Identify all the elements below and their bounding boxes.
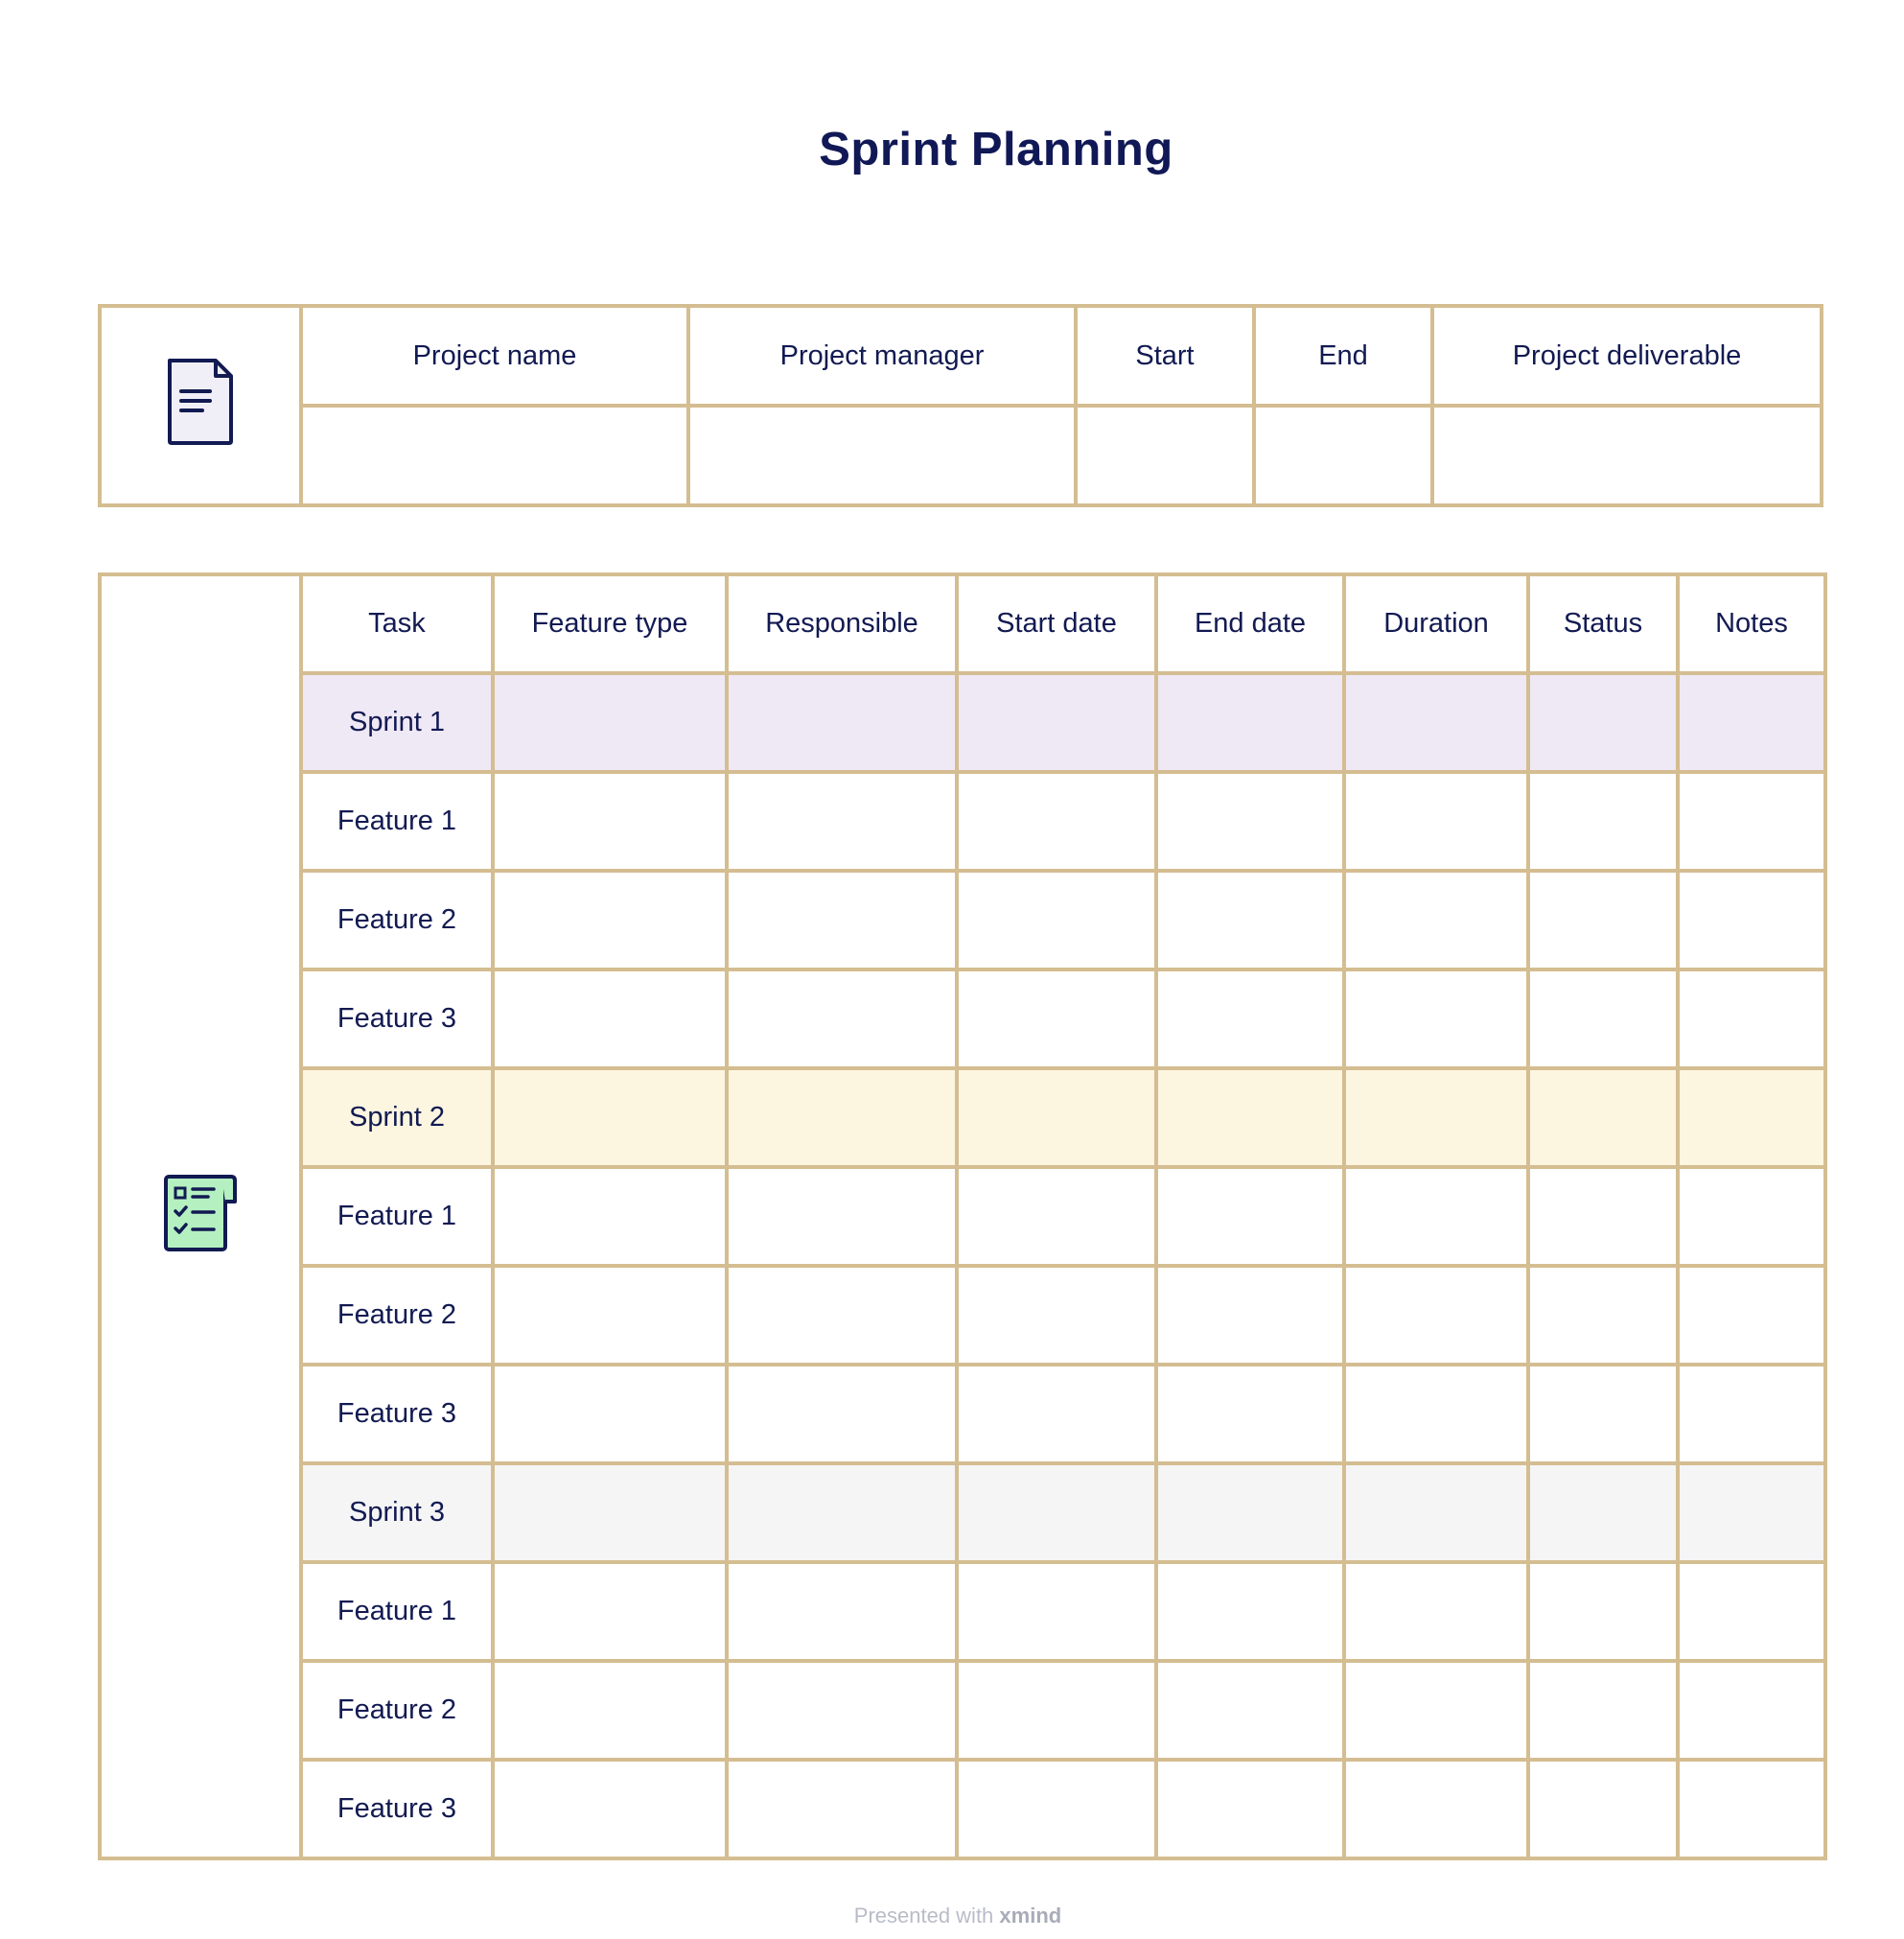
status-cell[interactable] bbox=[1528, 970, 1678, 1068]
feature-type-cell[interactable] bbox=[493, 1661, 727, 1760]
end-date-cell[interactable] bbox=[1156, 1463, 1344, 1562]
notes-cell[interactable] bbox=[1678, 1266, 1825, 1365]
end-date-cell[interactable] bbox=[1156, 1167, 1344, 1266]
header-duration: Duration bbox=[1344, 574, 1528, 673]
end-date-cell[interactable] bbox=[1156, 1661, 1344, 1760]
status-cell[interactable] bbox=[1528, 871, 1678, 970]
table-row bbox=[100, 772, 1825, 871]
notes-cell[interactable] bbox=[1678, 871, 1825, 970]
header-start: Start bbox=[1076, 306, 1254, 406]
table-row bbox=[100, 871, 1825, 970]
end-date-cell[interactable] bbox=[1156, 673, 1344, 772]
notes-cell[interactable] bbox=[1678, 1661, 1825, 1760]
task-cell: Feature 1 bbox=[301, 772, 493, 871]
task-table bbox=[98, 572, 1827, 1860]
feature-type-cell[interactable] bbox=[493, 1760, 727, 1858]
duration-cell[interactable] bbox=[1344, 1167, 1528, 1266]
task-icon-cell bbox=[100, 574, 301, 1858]
duration-cell[interactable] bbox=[1344, 1760, 1528, 1858]
start-date-cell[interactable] bbox=[957, 673, 1156, 772]
footer bbox=[0, 1904, 1904, 1928]
start-date-cell[interactable] bbox=[957, 1661, 1156, 1760]
notes-cell[interactable] bbox=[1678, 1760, 1825, 1858]
start-date-cell[interactable] bbox=[957, 1365, 1156, 1463]
notes-cell[interactable] bbox=[1678, 673, 1825, 772]
table-row bbox=[100, 1760, 1825, 1858]
feature-type-cell[interactable] bbox=[493, 1562, 727, 1661]
notes-cell[interactable] bbox=[1678, 1068, 1825, 1167]
task-cell: Sprint 2 bbox=[301, 1068, 493, 1167]
duration-cell[interactable] bbox=[1344, 1068, 1528, 1167]
end-date-cell[interactable] bbox=[1156, 1760, 1344, 1858]
responsible-cell[interactable] bbox=[727, 1167, 957, 1266]
responsible-cell[interactable] bbox=[727, 871, 957, 970]
status-cell[interactable] bbox=[1528, 1661, 1678, 1760]
footer-prefix: Presented with bbox=[853, 1904, 994, 1927]
start-date-cell[interactable] bbox=[957, 970, 1156, 1068]
duration-cell[interactable] bbox=[1344, 1365, 1528, 1463]
xmind-brand: xmind bbox=[999, 1904, 1062, 1927]
project-info-table bbox=[98, 304, 1823, 507]
task-cell: Feature 1 bbox=[301, 1167, 493, 1266]
table-row bbox=[100, 1068, 1825, 1167]
start-date-cell[interactable] bbox=[957, 772, 1156, 871]
end-date-cell[interactable] bbox=[1156, 871, 1344, 970]
header-task: Task bbox=[301, 574, 493, 673]
status-cell[interactable] bbox=[1528, 673, 1678, 772]
status-cell[interactable] bbox=[1528, 1562, 1678, 1661]
responsible-cell[interactable] bbox=[727, 772, 957, 871]
duration-cell[interactable] bbox=[1344, 1661, 1528, 1760]
duration-cell[interactable] bbox=[1344, 970, 1528, 1068]
task-cell: Feature 2 bbox=[301, 1266, 493, 1365]
responsible-cell[interactable] bbox=[727, 1661, 957, 1760]
responsible-cell[interactable] bbox=[727, 970, 957, 1068]
table-row bbox=[100, 1167, 1825, 1266]
document-icon bbox=[166, 423, 235, 454]
end-field[interactable] bbox=[1254, 406, 1432, 505]
feature-type-cell[interactable] bbox=[493, 871, 727, 970]
table-row bbox=[100, 1562, 1825, 1661]
responsible-cell[interactable] bbox=[727, 1463, 957, 1562]
header-feature-type: Feature type bbox=[493, 574, 727, 673]
start-date-cell[interactable] bbox=[957, 1760, 1156, 1858]
feature-type-cell[interactable] bbox=[493, 772, 727, 871]
table-row bbox=[100, 1365, 1825, 1463]
task-cell: Feature 3 bbox=[301, 1365, 493, 1463]
header-start-date: Start date bbox=[957, 574, 1156, 673]
start-date-cell[interactable] bbox=[957, 1068, 1156, 1167]
notes-cell[interactable] bbox=[1678, 772, 1825, 871]
start-date-cell[interactable] bbox=[957, 1562, 1156, 1661]
status-cell[interactable] bbox=[1528, 1760, 1678, 1858]
header-notes: Notes bbox=[1678, 574, 1825, 673]
task-cell: Sprint 1 bbox=[301, 673, 493, 772]
header-status: Status bbox=[1528, 574, 1678, 673]
page-title: Sprint Planning bbox=[819, 124, 1173, 175]
project-icon-cell bbox=[100, 306, 301, 505]
table-row bbox=[100, 1463, 1825, 1562]
status-cell[interactable] bbox=[1528, 1463, 1678, 1562]
task-cell: Feature 3 bbox=[301, 970, 493, 1068]
duration-cell[interactable] bbox=[1344, 1562, 1528, 1661]
header-project-name: Project name bbox=[301, 306, 688, 406]
status-cell[interactable] bbox=[1528, 772, 1678, 871]
duration-cell[interactable] bbox=[1344, 673, 1528, 772]
start-field[interactable] bbox=[1076, 406, 1254, 505]
status-cell[interactable] bbox=[1528, 1167, 1678, 1266]
task-cell: Feature 2 bbox=[301, 1661, 493, 1760]
notes-cell[interactable] bbox=[1678, 1562, 1825, 1661]
feature-type-cell[interactable] bbox=[493, 673, 727, 772]
status-cell[interactable] bbox=[1528, 1266, 1678, 1365]
feature-type-cell[interactable] bbox=[493, 1266, 727, 1365]
start-date-cell[interactable] bbox=[957, 1167, 1156, 1266]
feature-type-cell[interactable] bbox=[493, 1365, 727, 1463]
header-end: End bbox=[1254, 306, 1432, 406]
task-cell: Sprint 3 bbox=[301, 1463, 493, 1562]
feature-type-cell[interactable] bbox=[493, 1167, 727, 1266]
feature-type-cell[interactable] bbox=[493, 970, 727, 1068]
notes-cell[interactable] bbox=[1678, 1167, 1825, 1266]
end-date-cell[interactable] bbox=[1156, 1266, 1344, 1365]
responsible-cell[interactable] bbox=[727, 1266, 957, 1365]
start-date-cell[interactable] bbox=[957, 1463, 1156, 1562]
header-project-deliverable: Project deliverable bbox=[1432, 306, 1822, 406]
start-date-cell[interactable] bbox=[957, 871, 1156, 970]
checklist-icon bbox=[162, 1229, 239, 1260]
duration-cell[interactable] bbox=[1344, 1463, 1528, 1562]
end-date-cell[interactable] bbox=[1156, 970, 1344, 1068]
header-end-date: End date bbox=[1156, 574, 1344, 673]
duration-cell[interactable] bbox=[1344, 772, 1528, 871]
start-date-cell[interactable] bbox=[957, 1266, 1156, 1365]
responsible-cell[interactable] bbox=[727, 1365, 957, 1463]
responsible-cell[interactable] bbox=[727, 1068, 957, 1167]
status-cell[interactable] bbox=[1528, 1365, 1678, 1463]
project-deliverable-field[interactable] bbox=[1432, 406, 1822, 505]
responsible-cell[interactable] bbox=[727, 1562, 957, 1661]
table-row bbox=[100, 970, 1825, 1068]
project-name-field[interactable] bbox=[301, 406, 688, 505]
notes-cell[interactable] bbox=[1678, 1463, 1825, 1562]
header-responsible: Responsible bbox=[727, 574, 957, 673]
feature-type-cell[interactable] bbox=[493, 1463, 727, 1562]
end-date-cell[interactable] bbox=[1156, 1365, 1344, 1463]
project-manager-field[interactable] bbox=[688, 406, 1076, 505]
table-row bbox=[100, 673, 1825, 772]
duration-cell[interactable] bbox=[1344, 1266, 1528, 1365]
task-cell: Feature 3 bbox=[301, 1760, 493, 1858]
notes-cell[interactable] bbox=[1678, 970, 1825, 1068]
duration-cell[interactable] bbox=[1344, 871, 1528, 970]
end-date-cell[interactable] bbox=[1156, 772, 1344, 871]
table-row bbox=[100, 1661, 1825, 1760]
end-date-cell[interactable] bbox=[1156, 1562, 1344, 1661]
task-cell: Feature 1 bbox=[301, 1562, 493, 1661]
notes-cell[interactable] bbox=[1678, 1365, 1825, 1463]
header-project-manager: Project manager bbox=[688, 306, 1076, 406]
responsible-cell[interactable] bbox=[727, 1760, 957, 1858]
table-row bbox=[100, 1266, 1825, 1365]
task-cell: Feature 2 bbox=[301, 871, 493, 970]
status-cell[interactable] bbox=[1528, 1068, 1678, 1167]
responsible-cell[interactable] bbox=[727, 673, 957, 772]
feature-type-cell[interactable] bbox=[493, 1068, 727, 1167]
end-date-cell[interactable] bbox=[1156, 1068, 1344, 1167]
